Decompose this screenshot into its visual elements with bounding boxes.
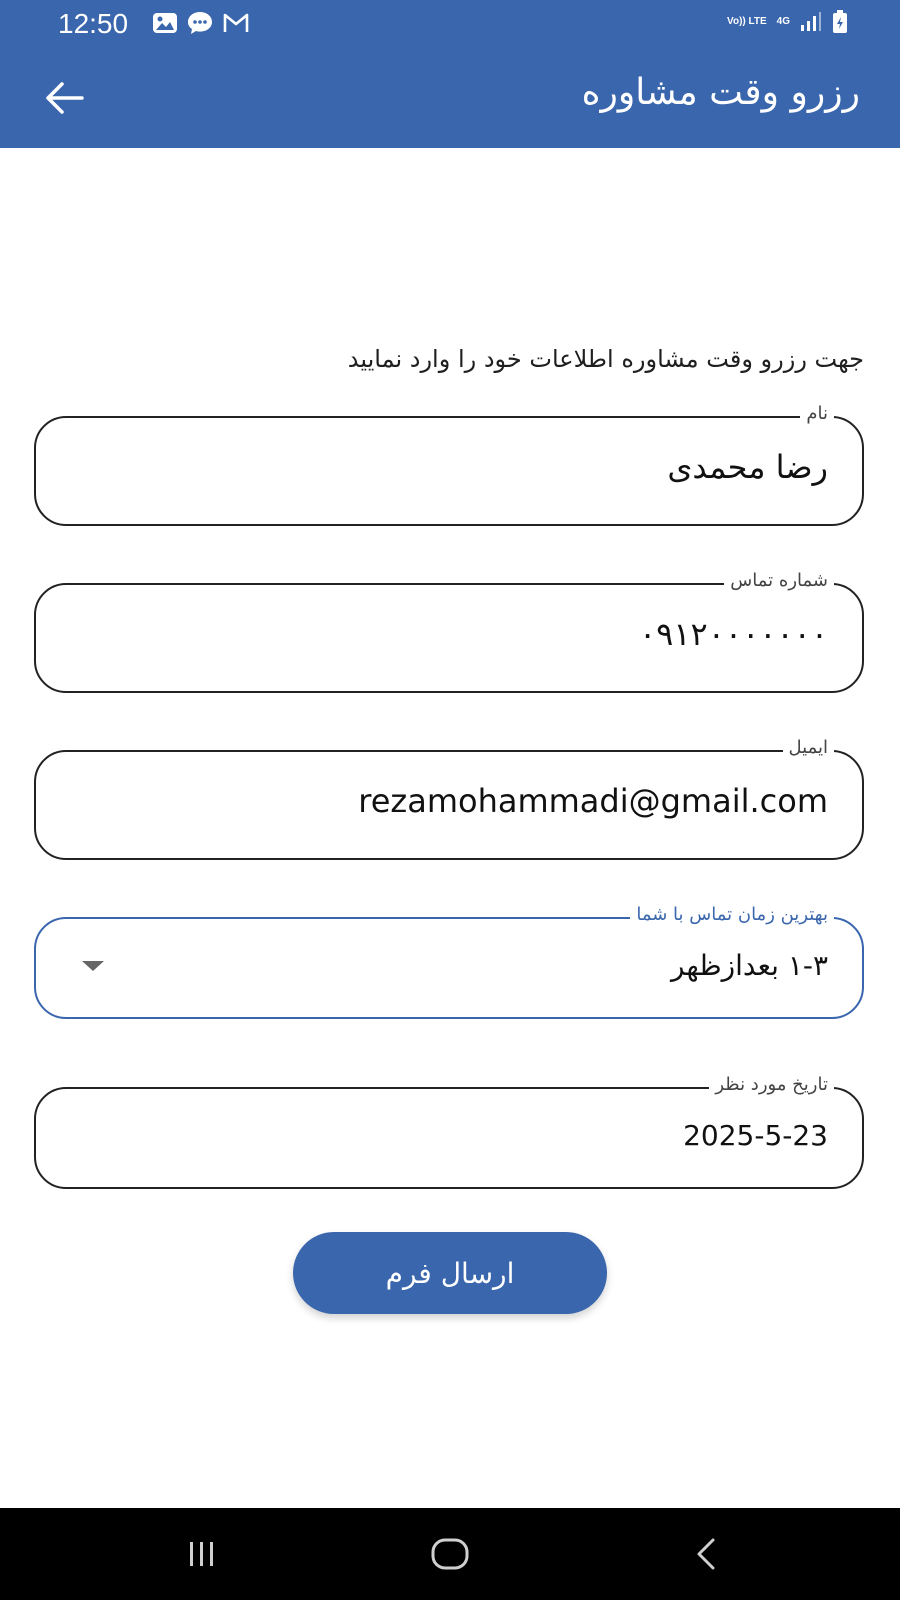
email-value: rezamohammadi@gmail.com	[358, 782, 828, 820]
name-label: نام	[800, 403, 834, 424]
volte-indicator: Vo)) LTE	[727, 16, 767, 27]
phone-label: شماره تماس	[724, 570, 834, 591]
arrow-left-icon	[42, 80, 86, 116]
date-value: 2025-5-23	[683, 1119, 828, 1152]
home-icon	[428, 1536, 472, 1572]
status-bar	[0, 0, 900, 48]
contact-time-label: بهترین زمان تماس با شما	[630, 904, 834, 925]
phone-field[interactable]	[34, 570, 864, 693]
name-value: رضا محمدی	[667, 448, 828, 486]
nav-back-button[interactable]	[674, 1530, 738, 1578]
submit-button[interactable]: ارسال فرم	[293, 1232, 607, 1314]
form-intro: جهت رزرو وقت مشاوره اطلاعات خود را وارد نمایید	[347, 345, 864, 373]
dropdown-caret-icon[interactable]	[82, 961, 104, 971]
home-button[interactable]	[418, 1530, 482, 1578]
system-nav-bar	[0, 1508, 900, 1600]
back-button[interactable]	[36, 72, 92, 124]
gallery-icon	[152, 11, 178, 35]
status-time: 12:50	[58, 8, 129, 39]
name-field[interactable]	[34, 403, 864, 526]
date-label: تاریخ مورد نظر	[709, 1074, 834, 1095]
email-label: ایمیل	[783, 737, 834, 758]
battery-icon	[832, 10, 848, 34]
email-field[interactable]	[34, 737, 864, 860]
date-field[interactable]	[34, 1074, 864, 1189]
back-icon	[691, 1536, 721, 1572]
recent-apps-button[interactable]	[170, 1530, 234, 1578]
contact-time-select[interactable]	[34, 904, 864, 1019]
gmail-icon	[222, 12, 250, 34]
phone-value: ۰۹۱۲۰۰۰۰۰۰۰	[638, 615, 828, 653]
system-status	[727, 10, 848, 34]
signal-icon	[800, 12, 822, 32]
contact-time-value: ۱-۳ بعدازظهر	[670, 949, 828, 982]
page-title: رزرو وقت مشاوره	[581, 72, 860, 113]
recent-apps-icon	[182, 1538, 222, 1570]
network-type: 4G	[776, 16, 790, 27]
chat-icon	[186, 10, 214, 36]
app-bar	[0, 48, 900, 148]
notification-icons	[152, 10, 250, 36]
